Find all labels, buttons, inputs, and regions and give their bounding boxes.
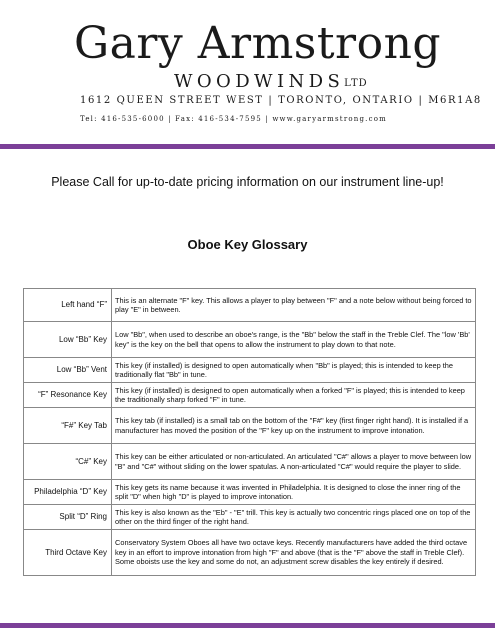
accent-bar-top	[0, 144, 495, 149]
glossary-definition: This key (if installed) is designed to open automatically when "Bb" is played; this is intended to keep the traditionally flat "Bb" in tune.	[112, 358, 476, 383]
glossary-term: Left hand “F”	[24, 289, 112, 322]
glossary-term: “F” Resonance Key	[24, 383, 112, 408]
table-row	[24, 408, 476, 444]
subtitle-text: WOODWINDS	[174, 71, 345, 92]
table-row	[24, 444, 476, 480]
table-row	[24, 480, 476, 505]
glossary-term: Philadelphia “D” Key	[24, 480, 112, 505]
table-row	[24, 322, 476, 358]
glossary-term: “F#” Key Tab	[24, 408, 112, 444]
company-name: Gary Armstrong	[74, 18, 442, 69]
table-row	[24, 383, 476, 408]
glossary-definition: This is an alternate "F" key. This allows a player to play between "F" and a note below without being forced to play "E" in between.	[112, 289, 476, 322]
glossary-definition: This key gets its name because it was invented in Philadelphia. It is designed to close the inner ring of the split "D" when high "D" is played to improve intonation.	[112, 480, 476, 505]
table-row	[24, 505, 476, 530]
glossary-term: Third Octave Key	[24, 530, 112, 576]
glossary-definition: This key is also known as the "Eb" - "E" trill. This key is actually two concentric rings placed one on top of the other on the third finger of the right hand.	[112, 505, 476, 530]
company-contact: Tel: 416-535-6000 | Fax: 416-534-7595 | www.garyarmstrong.com	[80, 115, 387, 123]
glossary-title: Oboe Key Glossary	[187, 237, 308, 252]
company-subtitle	[174, 71, 368, 93]
glossary-term: Split “D” Ring	[24, 505, 112, 530]
glossary-definition: This key (if installed) is designed to open automatically when a forked "F" is played; this is intended to keep the traditionally sharp forked "F" in tune.	[112, 383, 476, 408]
table-row	[24, 530, 476, 576]
accent-bar-bottom	[0, 623, 495, 628]
glossary-definition: This key can be either articulated or non-articulated. An articulated "C#" allows a player to move between low "B" and "C#" without sliding on the lower spatulas. A non-articulated "C#" would require the player to slide.	[112, 444, 476, 480]
ltd-mark: LTD	[344, 78, 368, 89]
company-address: 1612 QUEEN STREET WEST | TORONTO, ONTARIO | M6R1A8	[80, 95, 482, 106]
glossary-term: “C#” Key	[24, 444, 112, 480]
glossary-definition: Conservatory System Oboes all have two octave keys. Recently manufacturers have added the third octave key in an effort to improve intonation from high "F" and above (that is the "F" above the staff in Treble Clef). Some oboists use the key and some do not, an adjustment screw disables the key entirely if desired.	[112, 530, 476, 576]
glossary-term: Low “Bb” Key	[24, 322, 112, 358]
glossary-table	[23, 288, 476, 576]
table-row	[24, 289, 476, 322]
pricing-notice: Please Call for up-to-date pricing information on our instrument line-up!	[51, 175, 444, 189]
glossary-term: Low “Bb” Vent	[24, 358, 112, 383]
glossary-definition: Low "Bb", when used to describe an oboe's range, is the "Bb" below the staff in the Treble Clef. The "low 'Bb' key" is the key on the bell that opens to allow the instrument to play down to that note.	[112, 322, 476, 358]
table-row	[24, 358, 476, 383]
glossary-definition: This key tab (if installed) is a small tab on the bottom of the "F#" key (first finger right hand). It is installed if a manufacturer has moved the position of the "F" key up on the instrument to improve intonation.	[112, 408, 476, 444]
